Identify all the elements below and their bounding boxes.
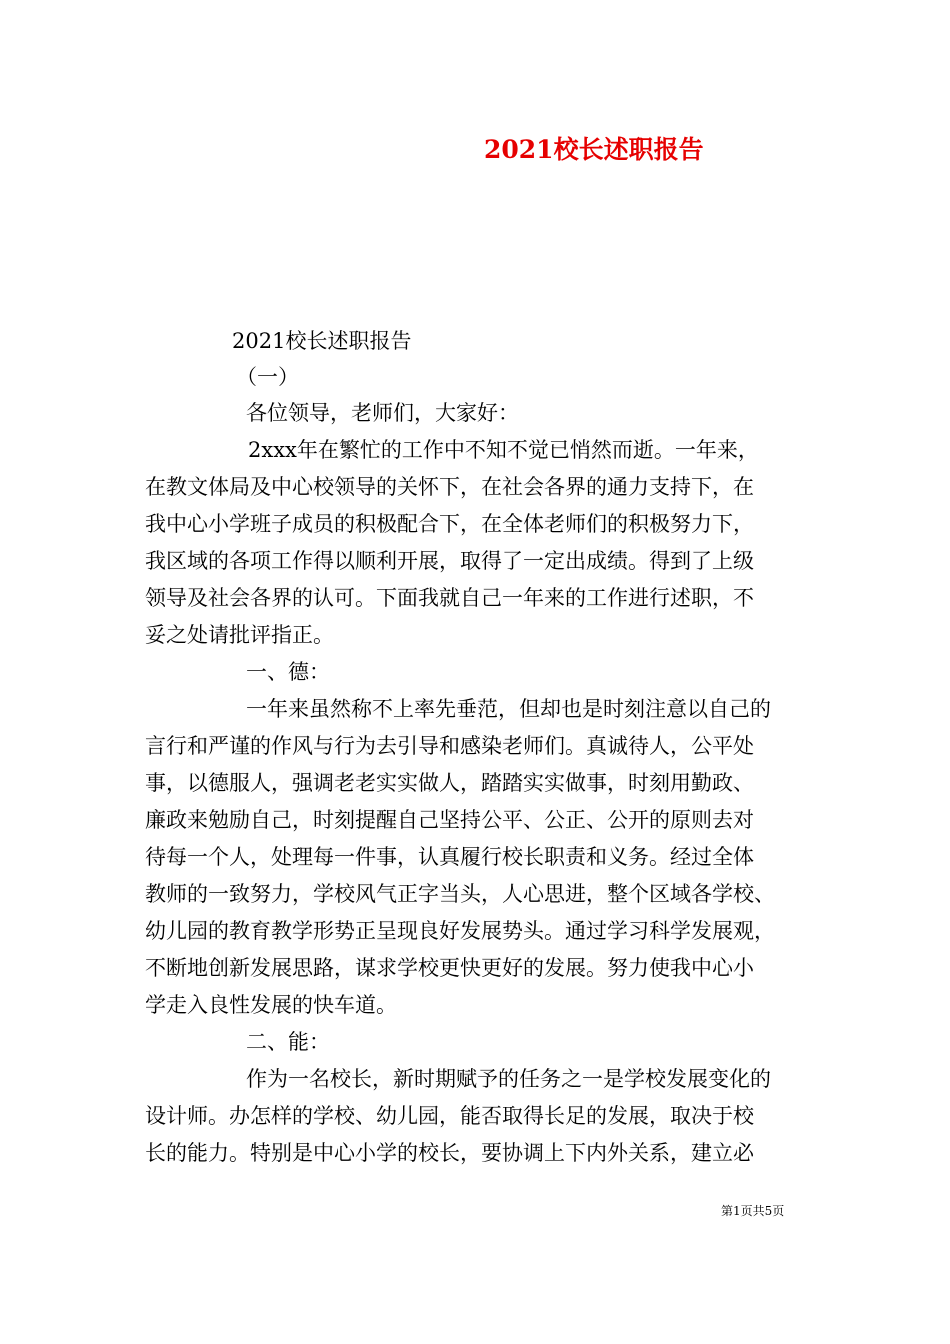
body-line: 我区域的各项工作得以顺利开展，取得了一定出成绩。得到了上级 bbox=[145, 549, 754, 573]
section-heading-de: 一、德： bbox=[246, 660, 330, 684]
body-line: 在教文体局及中心校领导的关怀下，在社会各界的通力支持下，在 bbox=[145, 475, 754, 499]
body-line: 妥之处请批评指正。 bbox=[145, 623, 334, 647]
body-line: 2xxx年在繁忙的工作中不知不觉已悄然而逝。一年来， bbox=[248, 438, 759, 462]
body-line: 幼儿园的教育教学形势正呈现良好发展势头。通过学习科学发展观， bbox=[145, 919, 775, 943]
body-line: 一年来虽然称不上率先垂范，但却也是时刻注意以自己的 bbox=[246, 697, 771, 721]
body-line: 不断地创新发展思路，谋求学校更快更好的发展。努力使我中心小 bbox=[145, 956, 754, 980]
body-line: 事，以德服人，强调老老实实做人，踏踏实实做事，时刻用勤政、 bbox=[145, 771, 754, 795]
body-line: 学走入良性发展的快车道。 bbox=[145, 993, 397, 1017]
body-line: 长的能力。特别是中心小学的校长，要协调上下内外关系，建立必 bbox=[145, 1141, 754, 1165]
section-heading-neng: 二、能： bbox=[246, 1030, 330, 1054]
body-line: 领导及社会各界的认可。下面我就自己一年来的工作进行述职，不 bbox=[145, 586, 754, 610]
body-greeting: 各位领导，老师们，大家好： bbox=[246, 401, 519, 425]
body-heading: 2021校长述职报告 bbox=[232, 329, 412, 353]
document-title: 2021校长述职报告 bbox=[484, 135, 704, 164]
body-section-number: （一） bbox=[236, 365, 299, 389]
body-line: 待每一个人，处理每一件事，认真履行校长职责和义务。经过全体 bbox=[145, 845, 754, 869]
body-line: 设计师。办怎样的学校、幼儿园，能否取得长足的发展，取决于校 bbox=[145, 1104, 754, 1128]
page-number: 第1页共5页 bbox=[721, 1204, 785, 1218]
body-line: 我中心小学班子成员的积极配合下，在全体老师们的积极努力下， bbox=[145, 512, 754, 536]
body-line: 教师的一致努力，学校风气正字当头，人心思进，整个区域各学校、 bbox=[145, 882, 775, 906]
body-line: 廉政来勉励自己，时刻提醒自己坚持公平、公正、公开的原则去对 bbox=[145, 808, 754, 832]
body-line: 言行和严谨的作风与行为去引导和感染老师们。真诚待人，公平处 bbox=[145, 734, 754, 758]
body-line: 作为一名校长，新时期赋予的任务之一是学校发展变化的 bbox=[246, 1067, 771, 1091]
